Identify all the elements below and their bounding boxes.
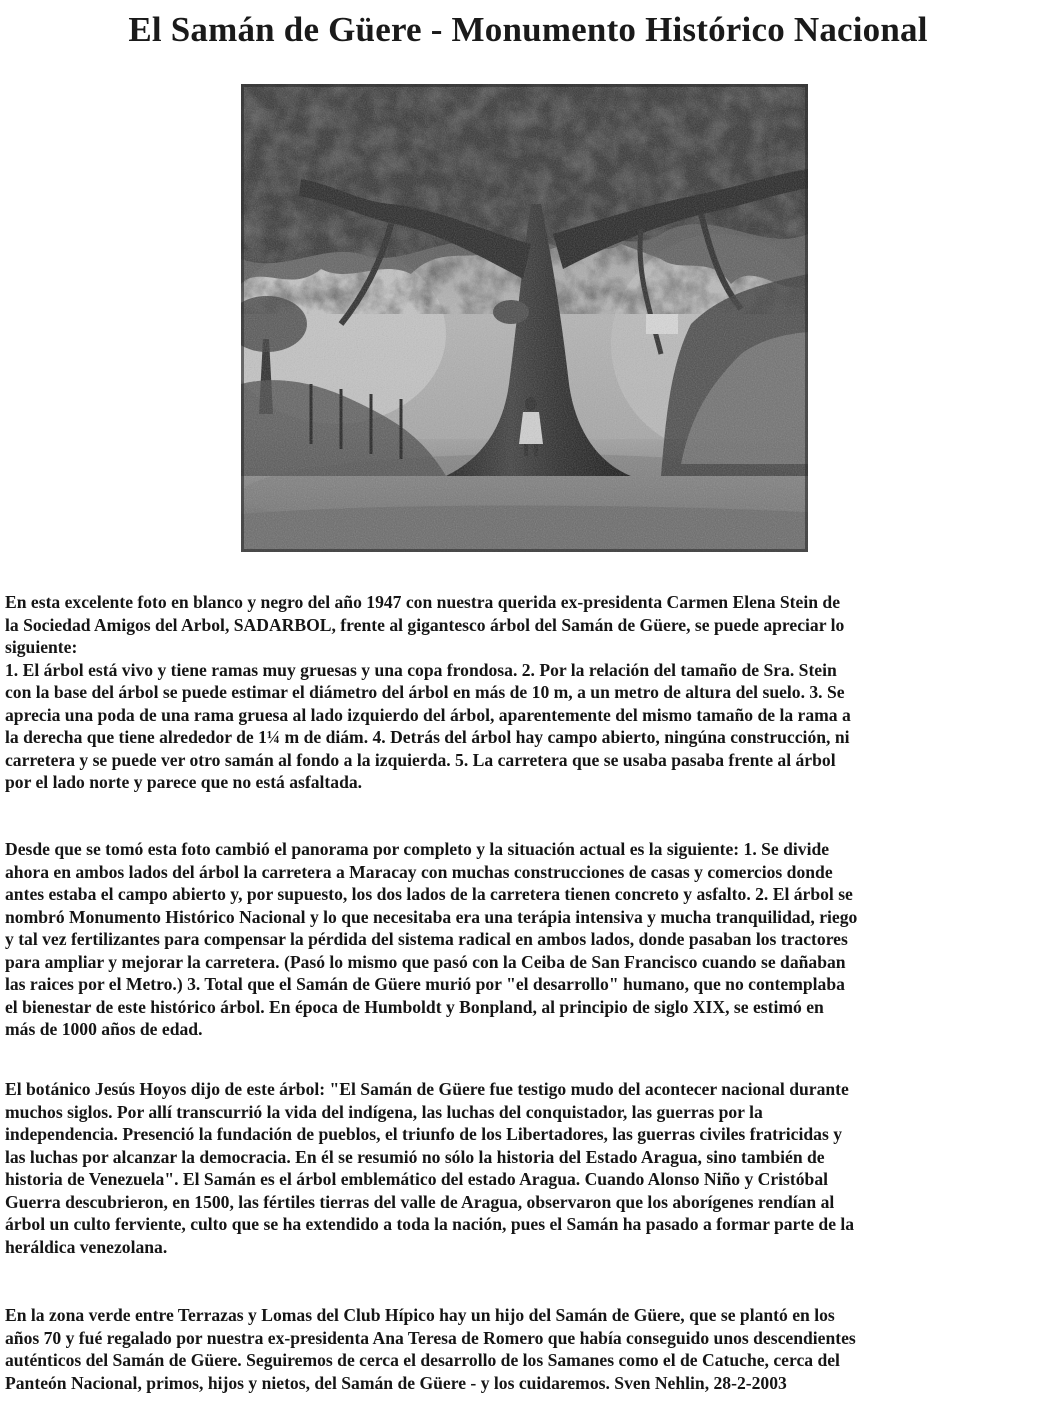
text-line: años 70 y fué regalado por nuestra ex-presidenta Ana Teresa de Romero que había conseguido unos descendientes	[5, 1327, 856, 1348]
text-line: ahora en ambos lados del árbol la carretera a Maracay con muchas construcciones de casas y comercios donde	[5, 861, 833, 882]
text-line: más de 1000 años de edad.	[5, 1019, 203, 1039]
text-line: árbol un culto ferviente, culto que se ha extendido a toda la nación, pues el Samán ha pasado a formar parte de la	[5, 1214, 855, 1234]
text-line: con la base del árbol se puede estimar el diámetro del árbol en más de 10 m, a un metro de altura del suelo. 3. Se	[5, 682, 845, 702]
black-and-white-photo-of-saman-tree	[241, 84, 808, 552]
text-line: siguiente:	[5, 637, 78, 657]
text-line: y tal vez fertilizantes para compensar la pérdida del sistema radical en ambos lados, donde pasaban los tractores	[5, 929, 848, 949]
text-line: independencia. Presenció la fundación de pueblos, el triunfo de los Libertadores, las guerras civiles fratricidas y	[5, 1124, 843, 1144]
text-line: el bienestar de este histórico árbol. En época de Humboldt y Bonpland, al principio de siglo XIX, se estimó en	[5, 996, 824, 1017]
paragraph-current-situation	[5, 838, 1045, 1041]
text-line: En esta excelente foto en blanco y negro del año 1947 con nuestra querida ex-presidenta Carmen Elena Stein de	[5, 592, 841, 612]
paragraph-descendant-tree	[5, 1304, 1045, 1394]
paragraph-photo-description	[5, 591, 1045, 794]
text-line: Panteón Nacional, primos, hijos y nietos, del Samán de Güere - y los cuidaremos. Sven Nehlin, 28-2-2003	[5, 1372, 787, 1393]
text-line: para ampliar y mejorar la carretera. (Pasó lo mismo que pasó con la Ceiba de San Francisco cuando se dañaban	[5, 951, 846, 972]
text-line: las luchas por alcanzar la democracia. En él se resumió no sólo la historia del Estado Aragua, sino también de	[5, 1146, 825, 1167]
text-line: la derecha que tiene alrededor de 1¼ m de diám. 4. Detrás del árbol hay campo abierto, ningúna construcción, ni	[5, 727, 850, 747]
document-title: El Samán de Güere - Monumento Histórico Nacional	[128, 10, 928, 49]
text-line: carretera y se puede ver otro samán al fondo a la izquierda. 5. La carretera que se usaba pasaba frente al árbol	[5, 749, 836, 770]
text-line: Guerra descubrieron, en 1500, las fértiles tierras del valle de Aragua, observaron que los aborígenes rendían al	[5, 1191, 835, 1212]
text-line: la Sociedad Amigos del Arbol, SADARBOL, frente al gigantesco árbol del Samán de Güere, se puede apreciar lo	[5, 614, 845, 635]
text-line: Desde que se tomó esta foto cambió el panorama por completo y la situación actual es la siguiente: 1. Se divide	[5, 839, 830, 859]
text-line: antes estaba el campo abierto y, por supuesto, los dos lados de la carretera tienen concreto y asfalto. 2. El árbol se	[5, 884, 853, 904]
text-line: auténticos del Samán de Güere. Seguiremos de cerca el desarrollo de los Samanes como el de Catuche, cerca del	[5, 1350, 840, 1370]
text-line: heráldica venezolana.	[5, 1236, 168, 1257]
text-line: 1. El árbol está vivo y tiene ramas muy gruesas y una copa frondosa. 2. Por la relación del tamaño de Sra. Stein	[5, 659, 837, 680]
text-line: nombró Monumento Histórico Nacional y lo que necesitaba era una terápia intensiva y mucha tranquilidad, riego	[5, 906, 858, 927]
text-line: historia de Venezuela". El Samán es el árbol emblemático del estado Aragua. Cuando Alonso Niño y Cristóbal	[5, 1169, 829, 1189]
paragraph-botanist-quote	[5, 1078, 1045, 1258]
text-line: aprecia una poda de una rama gruesa al lado izquierdo del árbol, aparentemente del mismo tamaño de la rama a	[5, 704, 851, 725]
text-line: El botánico Jesús Hoyos dijo de este árbol: "El Samán de Güere fue testigo mudo del acontecer nacional durante	[5, 1079, 849, 1099]
text-line: En la zona verde entre Terrazas y Lomas del Club Hípico hay un hijo del Samán de Güere, que se plantó en los	[5, 1305, 835, 1325]
text-line: las raices por el Metro.) 3. Total que el Samán de Güere murió por "el desarrollo" humano, que no contemplaba	[5, 974, 845, 994]
text-line: por el lado norte y parece que no está asfaltada.	[5, 772, 363, 792]
text-line: muchos siglos. Por allí transcurrió la vida del indígena, las luchas del conquistador, las guerras por la	[5, 1101, 763, 1122]
